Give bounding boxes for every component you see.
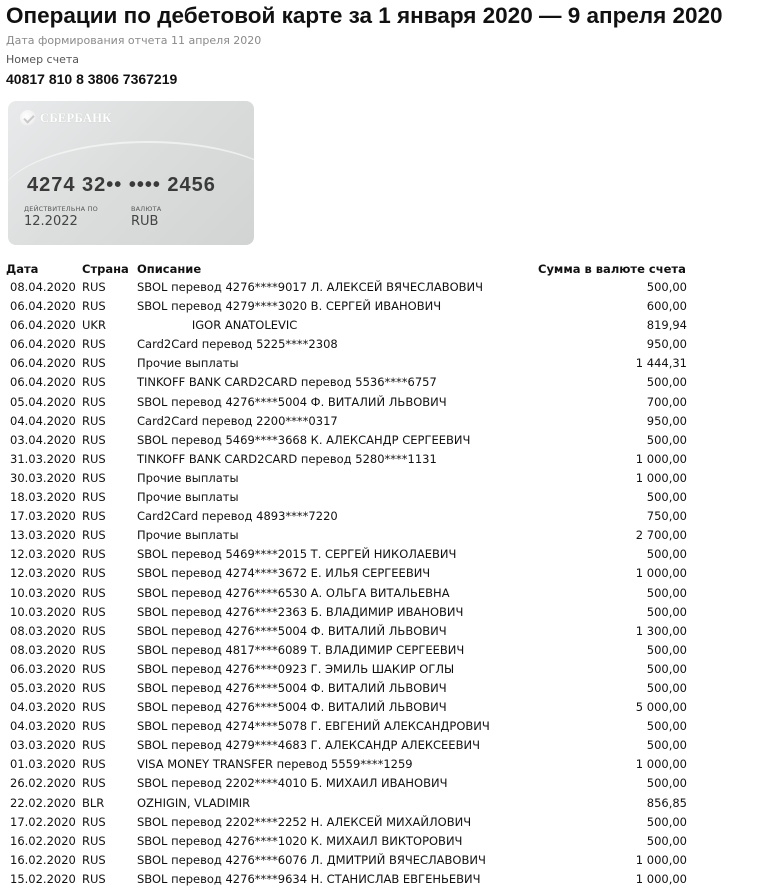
- table-row: [0, 736, 766, 755]
- transaction-country: RUS: [82, 432, 106, 447]
- table-row: [0, 851, 766, 870]
- transaction-description: SBOL перевод 4276****9634 Н. СТАНИСЛАВ ЕВГЕНЬЕВИЧ: [137, 871, 481, 886]
- table-row: [0, 526, 766, 545]
- transaction-amount: 500,00: [646, 280, 687, 294]
- transaction-description: SBOL перевод 4276****1020 К. МИХАИЛ ВИКТОРОВИЧ: [137, 833, 463, 848]
- transaction-description: SBOL перевод 2202****4010 Б. МИХАИЛ ИВАНОВИЧ: [137, 776, 448, 791]
- transaction-date: 06.04.2020: [10, 318, 76, 333]
- transaction-description: Card2Card перевод 2200****0317: [137, 413, 338, 428]
- table-row: [0, 564, 766, 583]
- transaction-country: RUS: [82, 871, 106, 886]
- transaction-description: SBOL перевод 4276****5004 Ф. ВИТАЛИЙ ЛЬВОВИЧ: [137, 680, 447, 695]
- table-row: [0, 755, 766, 774]
- transaction-amount: 5 000,00: [635, 700, 687, 715]
- transaction-country: RUS: [82, 356, 106, 371]
- transaction-amount: 500,00: [646, 585, 687, 600]
- transaction-description: SBOL перевод 4279****3020 В. СЕРГЕЙ ИВАНОВИЧ: [137, 299, 442, 314]
- transaction-date: 04.03.2020: [10, 700, 76, 715]
- transaction-amount: 1 300,00: [635, 623, 687, 638]
- transaction-date: 06.04.2020: [10, 337, 76, 352]
- transaction-amount: 1 444,31: [635, 356, 687, 371]
- transaction-date: 03.04.2020: [10, 432, 76, 447]
- transaction-country: RUS: [82, 299, 106, 314]
- transaction-amount: 500,00: [646, 680, 687, 695]
- table-row: [0, 373, 766, 392]
- transaction-description: SBOL перевод 4276****5004 Ф. ВИТАЛИЙ ЛЬВОВИЧ: [137, 700, 447, 715]
- transaction-description: Прочие выплаты: [137, 528, 239, 543]
- table-row: [0, 393, 766, 412]
- transaction-description: IGOR ANATOLEVIC: [137, 318, 298, 333]
- table-row: [0, 507, 766, 526]
- bank-card: [8, 101, 254, 245]
- transaction-date: 10.03.2020: [10, 585, 76, 600]
- transaction-date: 06.04.2020: [10, 299, 76, 314]
- transaction-description: Card2Card перевод 5225****2308: [137, 337, 338, 352]
- table-row: [0, 584, 766, 603]
- transaction-description: SBOL перевод 4276****9017 Л. АЛЕКСЕЙ ВЯЧЕСЛАВОВИЧ: [137, 280, 484, 294]
- transaction-amount: 1 000,00: [635, 871, 687, 886]
- transaction-amount: 1 000,00: [635, 852, 687, 867]
- transaction-amount: 1 000,00: [635, 757, 687, 772]
- transaction-amount: 500,00: [646, 604, 687, 619]
- transaction-amount: 750,00: [646, 509, 687, 524]
- column-header-amount: Сумма в валюте счета: [538, 262, 686, 276]
- transaction-date: 08.03.2020: [10, 642, 76, 657]
- transaction-date: 04.04.2020: [10, 413, 76, 428]
- transaction-description: Card2Card перевод 4893****7220: [137, 509, 338, 524]
- table-row: [0, 354, 766, 373]
- transaction-description: VISA MONEY TRANSFER перевод 5559****1259: [137, 757, 413, 772]
- transaction-description: TINKOFF BANK CARD2CARD перевод 5280****1131: [137, 451, 437, 466]
- transaction-country: RUS: [82, 528, 106, 543]
- transaction-description: SBOL перевод 4276****6076 Л. ДМИТРИЙ ВЯЧЕСЛАВОВИЧ: [137, 852, 486, 867]
- transaction-date: 12.03.2020: [10, 547, 76, 562]
- transaction-country: RUS: [82, 852, 106, 867]
- card-currency-value: RUB: [131, 214, 159, 229]
- transaction-date: 06.04.2020: [10, 356, 76, 371]
- transaction-description: SBOL перевод 4276****5004 Ф. ВИТАЛИЙ ЛЬВОВИЧ: [137, 394, 447, 409]
- report-generation-date: Дата формирования отчета 11 апреля 2020: [6, 34, 262, 47]
- transaction-amount: 819,94: [646, 318, 687, 333]
- transaction-date: 10.03.2020: [10, 604, 76, 619]
- card-currency-label: ВАЛЮТА: [131, 205, 162, 213]
- table-row: [0, 545, 766, 564]
- table-row: [0, 335, 766, 354]
- transaction-date: 13.03.2020: [10, 528, 76, 543]
- table-row: [0, 622, 766, 641]
- transaction-country: RUS: [82, 814, 106, 829]
- transaction-description: Прочие выплаты: [137, 470, 239, 485]
- card-valid-label: ДЕЙСТВИТЕЛЬНА ПО: [24, 205, 98, 213]
- card-valid-value: 12.2022: [24, 214, 78, 229]
- transaction-date: 01.03.2020: [10, 757, 76, 772]
- table-row: [0, 870, 766, 889]
- transaction-description: SBOL перевод 4276****6530 А. ОЛЬГА ВИТАЛЬЕВНА: [137, 585, 450, 600]
- transaction-amount: 600,00: [646, 299, 687, 314]
- transaction-amount: 500,00: [646, 661, 687, 676]
- transaction-country: RUS: [82, 413, 106, 428]
- transaction-description: OZHIGIN, VLADIMIR: [137, 795, 251, 810]
- transaction-amount: 1 000,00: [635, 451, 687, 466]
- table-row: [0, 641, 766, 660]
- transaction-description: Прочие выплаты: [137, 490, 239, 505]
- transaction-country: RUS: [82, 509, 106, 524]
- transaction-country: RUS: [82, 337, 106, 352]
- table-row: [0, 832, 766, 851]
- transaction-amount: 500,00: [646, 776, 687, 791]
- table-row: [0, 794, 766, 813]
- transaction-date: 06.03.2020: [10, 661, 76, 676]
- table-row: [0, 278, 766, 297]
- table-row: [0, 469, 766, 488]
- transaction-country: UKR: [82, 318, 106, 333]
- transaction-date: 08.04.2020: [10, 280, 76, 294]
- table-row: [0, 316, 766, 335]
- column-header-country: Страна: [82, 262, 129, 276]
- transaction-country: RUS: [82, 642, 106, 657]
- table-row: [0, 488, 766, 507]
- transaction-country: RUS: [82, 375, 106, 390]
- column-header-date: Дата: [6, 262, 39, 276]
- transaction-description: TINKOFF BANK CARD2CARD перевод 5536****6757: [137, 375, 437, 390]
- transaction-country: RUS: [82, 680, 106, 695]
- transaction-date: 17.03.2020: [10, 509, 76, 524]
- transaction-country: RUS: [82, 623, 106, 638]
- transaction-date: 16.02.2020: [10, 833, 76, 848]
- table-row: [0, 717, 766, 736]
- account-number-label: Номер счета: [6, 53, 80, 66]
- transaction-amount: 1 000,00: [635, 566, 687, 581]
- transaction-date: 15.02.2020: [10, 871, 76, 886]
- transaction-date: 05.03.2020: [10, 680, 76, 695]
- account-number: 40817 810 8 3806 7367219: [6, 71, 178, 87]
- card-number: 4274 32•• •••• 2456: [27, 174, 216, 196]
- transaction-date: 03.03.2020: [10, 738, 76, 753]
- transaction-amount: 500,00: [646, 738, 687, 753]
- transaction-amount: 856,85: [646, 795, 687, 810]
- transaction-amount: 500,00: [646, 547, 687, 562]
- transaction-amount: 500,00: [646, 375, 687, 390]
- transaction-amount: 1 000,00: [635, 470, 687, 485]
- page-title: Операции по дебетовой карте за 1 января 2020 — 9 апреля 2020: [6, 3, 723, 28]
- transaction-country: RUS: [82, 585, 106, 600]
- table-row: [0, 813, 766, 832]
- transaction-country: RUS: [82, 661, 106, 676]
- transaction-amount: 500,00: [646, 814, 687, 829]
- transaction-amount: 950,00: [646, 413, 687, 428]
- transaction-country: RUS: [82, 833, 106, 848]
- transaction-description: SBOL перевод 2202****2252 Н. АЛЕКСЕЙ МИХАЙЛОВИЧ: [137, 814, 472, 829]
- transaction-country: RUS: [82, 490, 106, 505]
- table-row: [0, 660, 766, 679]
- transaction-amount: 2 700,00: [635, 528, 687, 543]
- transaction-country: RUS: [82, 776, 106, 791]
- table-row: [0, 698, 766, 717]
- sberbank-logo-icon: [20, 110, 36, 126]
- transaction-country: BLR: [82, 795, 105, 810]
- card-bank-name: СБЕРБАНК: [40, 110, 112, 125]
- transaction-country: RUS: [82, 604, 106, 619]
- transaction-description: SBOL перевод 4276****2363 Б. ВЛАДИМИР ИВАНОВИЧ: [137, 604, 464, 619]
- transaction-amount: 950,00: [646, 337, 687, 352]
- transaction-country: RUS: [82, 757, 106, 772]
- transaction-country: RUS: [82, 547, 106, 562]
- transaction-date: 05.04.2020: [10, 394, 76, 409]
- table-row: [0, 297, 766, 316]
- transaction-amount: 500,00: [646, 719, 687, 734]
- transaction-amount: 500,00: [646, 432, 687, 447]
- transaction-description: SBOL перевод 4276****5004 Ф. ВИТАЛИЙ ЛЬВОВИЧ: [137, 623, 447, 638]
- transaction-date: 16.02.2020: [10, 852, 76, 867]
- transaction-date: 08.03.2020: [10, 623, 76, 638]
- transaction-country: RUS: [82, 719, 106, 734]
- transaction-description: SBOL перевод 5469****3668 К. АЛЕКСАНДР СЕРГЕЕВИЧ: [137, 432, 471, 447]
- table-row: [0, 450, 766, 469]
- table-row: [0, 679, 766, 698]
- transaction-date: 04.03.2020: [10, 719, 76, 734]
- table-row: [0, 603, 766, 622]
- transaction-description: SBOL перевод 4279****4683 Г. АЛЕКСАНДР АЛЕКСЕЕВИЧ: [137, 738, 480, 753]
- transactions-list: [0, 278, 766, 889]
- table-row: [0, 412, 766, 431]
- transaction-description: SBOL перевод 4817****6089 Т. ВЛАДИМИР СЕРГЕЕВИЧ: [137, 642, 465, 657]
- transaction-date: 26.02.2020: [10, 776, 76, 791]
- transaction-country: RUS: [82, 451, 106, 466]
- table-row: [0, 431, 766, 450]
- card-bank-logo: [20, 110, 112, 126]
- transaction-amount: 700,00: [646, 394, 687, 409]
- transaction-date: 17.02.2020: [10, 814, 76, 829]
- transaction-country: RUS: [82, 700, 106, 715]
- transaction-date: 12.03.2020: [10, 566, 76, 581]
- table-row: [0, 774, 766, 793]
- transaction-description: SBOL перевод 4274****3672 Е. ИЛЬЯ СЕРГЕЕВИЧ: [137, 566, 431, 581]
- transaction-amount: 500,00: [646, 833, 687, 848]
- transaction-amount: 500,00: [646, 642, 687, 657]
- transaction-country: RUS: [82, 394, 106, 409]
- transaction-country: RUS: [82, 738, 106, 753]
- column-header-description: Описание: [137, 262, 202, 276]
- transaction-country: RUS: [82, 470, 106, 485]
- transaction-date: 30.03.2020: [10, 470, 76, 485]
- transaction-description: SBOL перевод 5469****2015 Т. СЕРГЕЙ НИКОЛАЕВИЧ: [137, 547, 457, 562]
- transaction-country: RUS: [82, 280, 106, 294]
- transaction-date: 22.02.2020: [10, 795, 76, 810]
- transaction-amount: 500,00: [646, 490, 687, 505]
- transaction-description: SBOL перевод 4276****0923 Г. ЭМИЛЬ ШАКИР ОГЛЫ: [137, 661, 455, 676]
- transaction-date: 06.04.2020: [10, 375, 76, 390]
- transaction-description: SBOL перевод 4274****5078 Г. ЕВГЕНИЙ АЛЕКСАНДРОВИЧ: [137, 719, 490, 734]
- transaction-date: 31.03.2020: [10, 451, 76, 466]
- transaction-date: 18.03.2020: [10, 490, 76, 505]
- transaction-country: RUS: [82, 566, 106, 581]
- transaction-description: Прочие выплаты: [137, 356, 239, 371]
